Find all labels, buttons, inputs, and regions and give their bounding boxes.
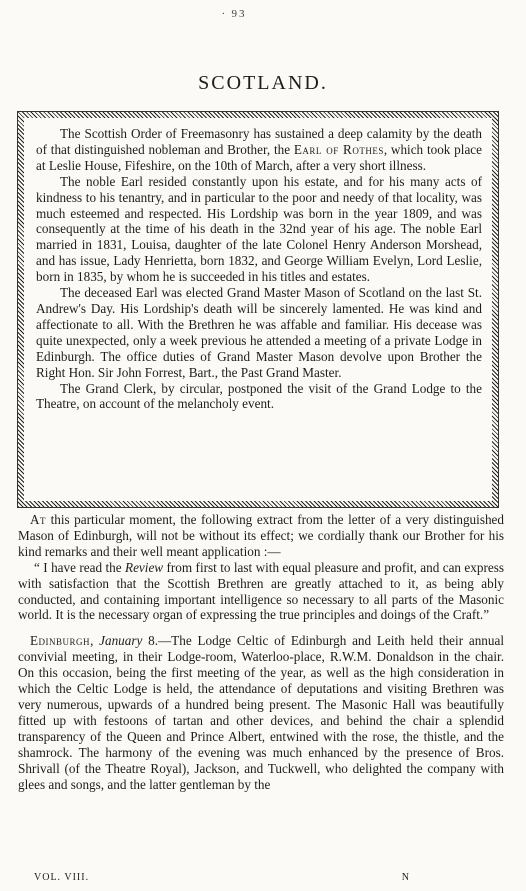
page-number: ∙ 93	[222, 8, 247, 20]
article-body	[18, 512, 504, 792]
article-text: this particular moment, the following extract from the letter of a very distinguished Mason of Edinburgh, will not be without its effect; we cordially thank our Brother for his kind remarks and their well meant application :—	[18, 512, 504, 559]
notice-paragraph: The Grand Clerk, by circular, postponed the visit of the Grand Lodge to the Theatre, on account of the melancholy event.	[36, 380, 482, 412]
page-title: SCOTLAND.	[198, 72, 328, 94]
review-title: Review	[125, 559, 164, 575]
notice-paragraph	[36, 126, 482, 174]
dateline-place: Edinburgh	[30, 633, 91, 649]
quotation	[18, 560, 504, 624]
notice-text: , which took place at Leslie House, Fifeshire, on the 10th of March, after a very short illness.	[36, 141, 482, 173]
signature-mark: N	[401, 872, 410, 883]
earl-name: Earl of Rothes	[293, 141, 384, 157]
notice-paragraph: The noble Earl resided constantly upon his estate, and for his many acts of kindness to his tenantry, and in particular to the poor and needy of that locality, was much esteemed and respected. His Lordship was born in the year 1809, and was consequently at the time of his death in the 32nd year of his age. The noble Earl married in 1831, Louisa, daughter of the late Colonel Henry Anderson Morshead, and has issue, Lady Henrietta, born 1832, and George William Evelyn, Lord Leslie, born in 1835, by whom he is succeeded in his titles and estates.	[36, 173, 482, 285]
article-text: 8.—The Lodge Celtic of Edinburgh and Leith held their annual convivial meeting, in their Lodge-room, Waterloo-place, R.W.M. Donaldson in the chair. On this occasion, being the first meeting of the year, as well as the high consideration in which the Celtic Lodge is held, the attendance of deputations and visiting Brethren was very numerous, upwards of a hundred being present. The Masonic Hall was beautifully fitted up with festoons of tartan and other devices, and behind the chair a splendid transparency of the Queen and Prince Albert, entwined with the rose, the thistle, and the shamrock. The harmony of the evening was much enhanced by the presence of Bros. Shrivall (of the Theatre Royal), Jackson, and Tuckwell, who delighted the company with glees and songs, and the latter gentleman by the	[18, 633, 504, 792]
article-paragraph	[18, 633, 504, 792]
notice-text: The Scottish Order of Freemasonry has sustained a deep calamity by the death of that distinguished nobleman and Brother, the	[36, 126, 482, 157]
boxed-notice	[18, 112, 498, 507]
quote-text: “ I have read the	[34, 559, 126, 575]
dateline-date: January	[99, 633, 143, 649]
dateline-separator: ,	[90, 633, 100, 649]
page-footer	[34, 872, 500, 883]
article-paragraph	[18, 512, 504, 560]
lead-word: At	[30, 512, 47, 527]
volume-label: VOL. VIII.	[34, 872, 90, 883]
quote-text: from first to last with equal pleasure and profit, and can express with satisfaction that the Scottish Brethren are greatly attached to it, as being ably conducted, and containing important intelligence so necessary to all parts of the Masonic world. It is the necessary organ of expressing the true principles and doings of the Craft.”	[18, 559, 504, 623]
notice-paragraph: The deceased Earl was elected Grand Master Mason of Scotland on the last St. Andrew's Day. His Lordship's death will be sincerely lamented. He was kind and affectionate to all. With the Brethren he was affable and familiar. His decease was quite unexpected, only a week previous he attended a meeting of a private Lodge in Edinburgh. The office duties of Grand Master Mason devolve upon Brother the Right Hon. Sir John Forrest, Bart., the Past Grand Master.	[36, 285, 482, 380]
